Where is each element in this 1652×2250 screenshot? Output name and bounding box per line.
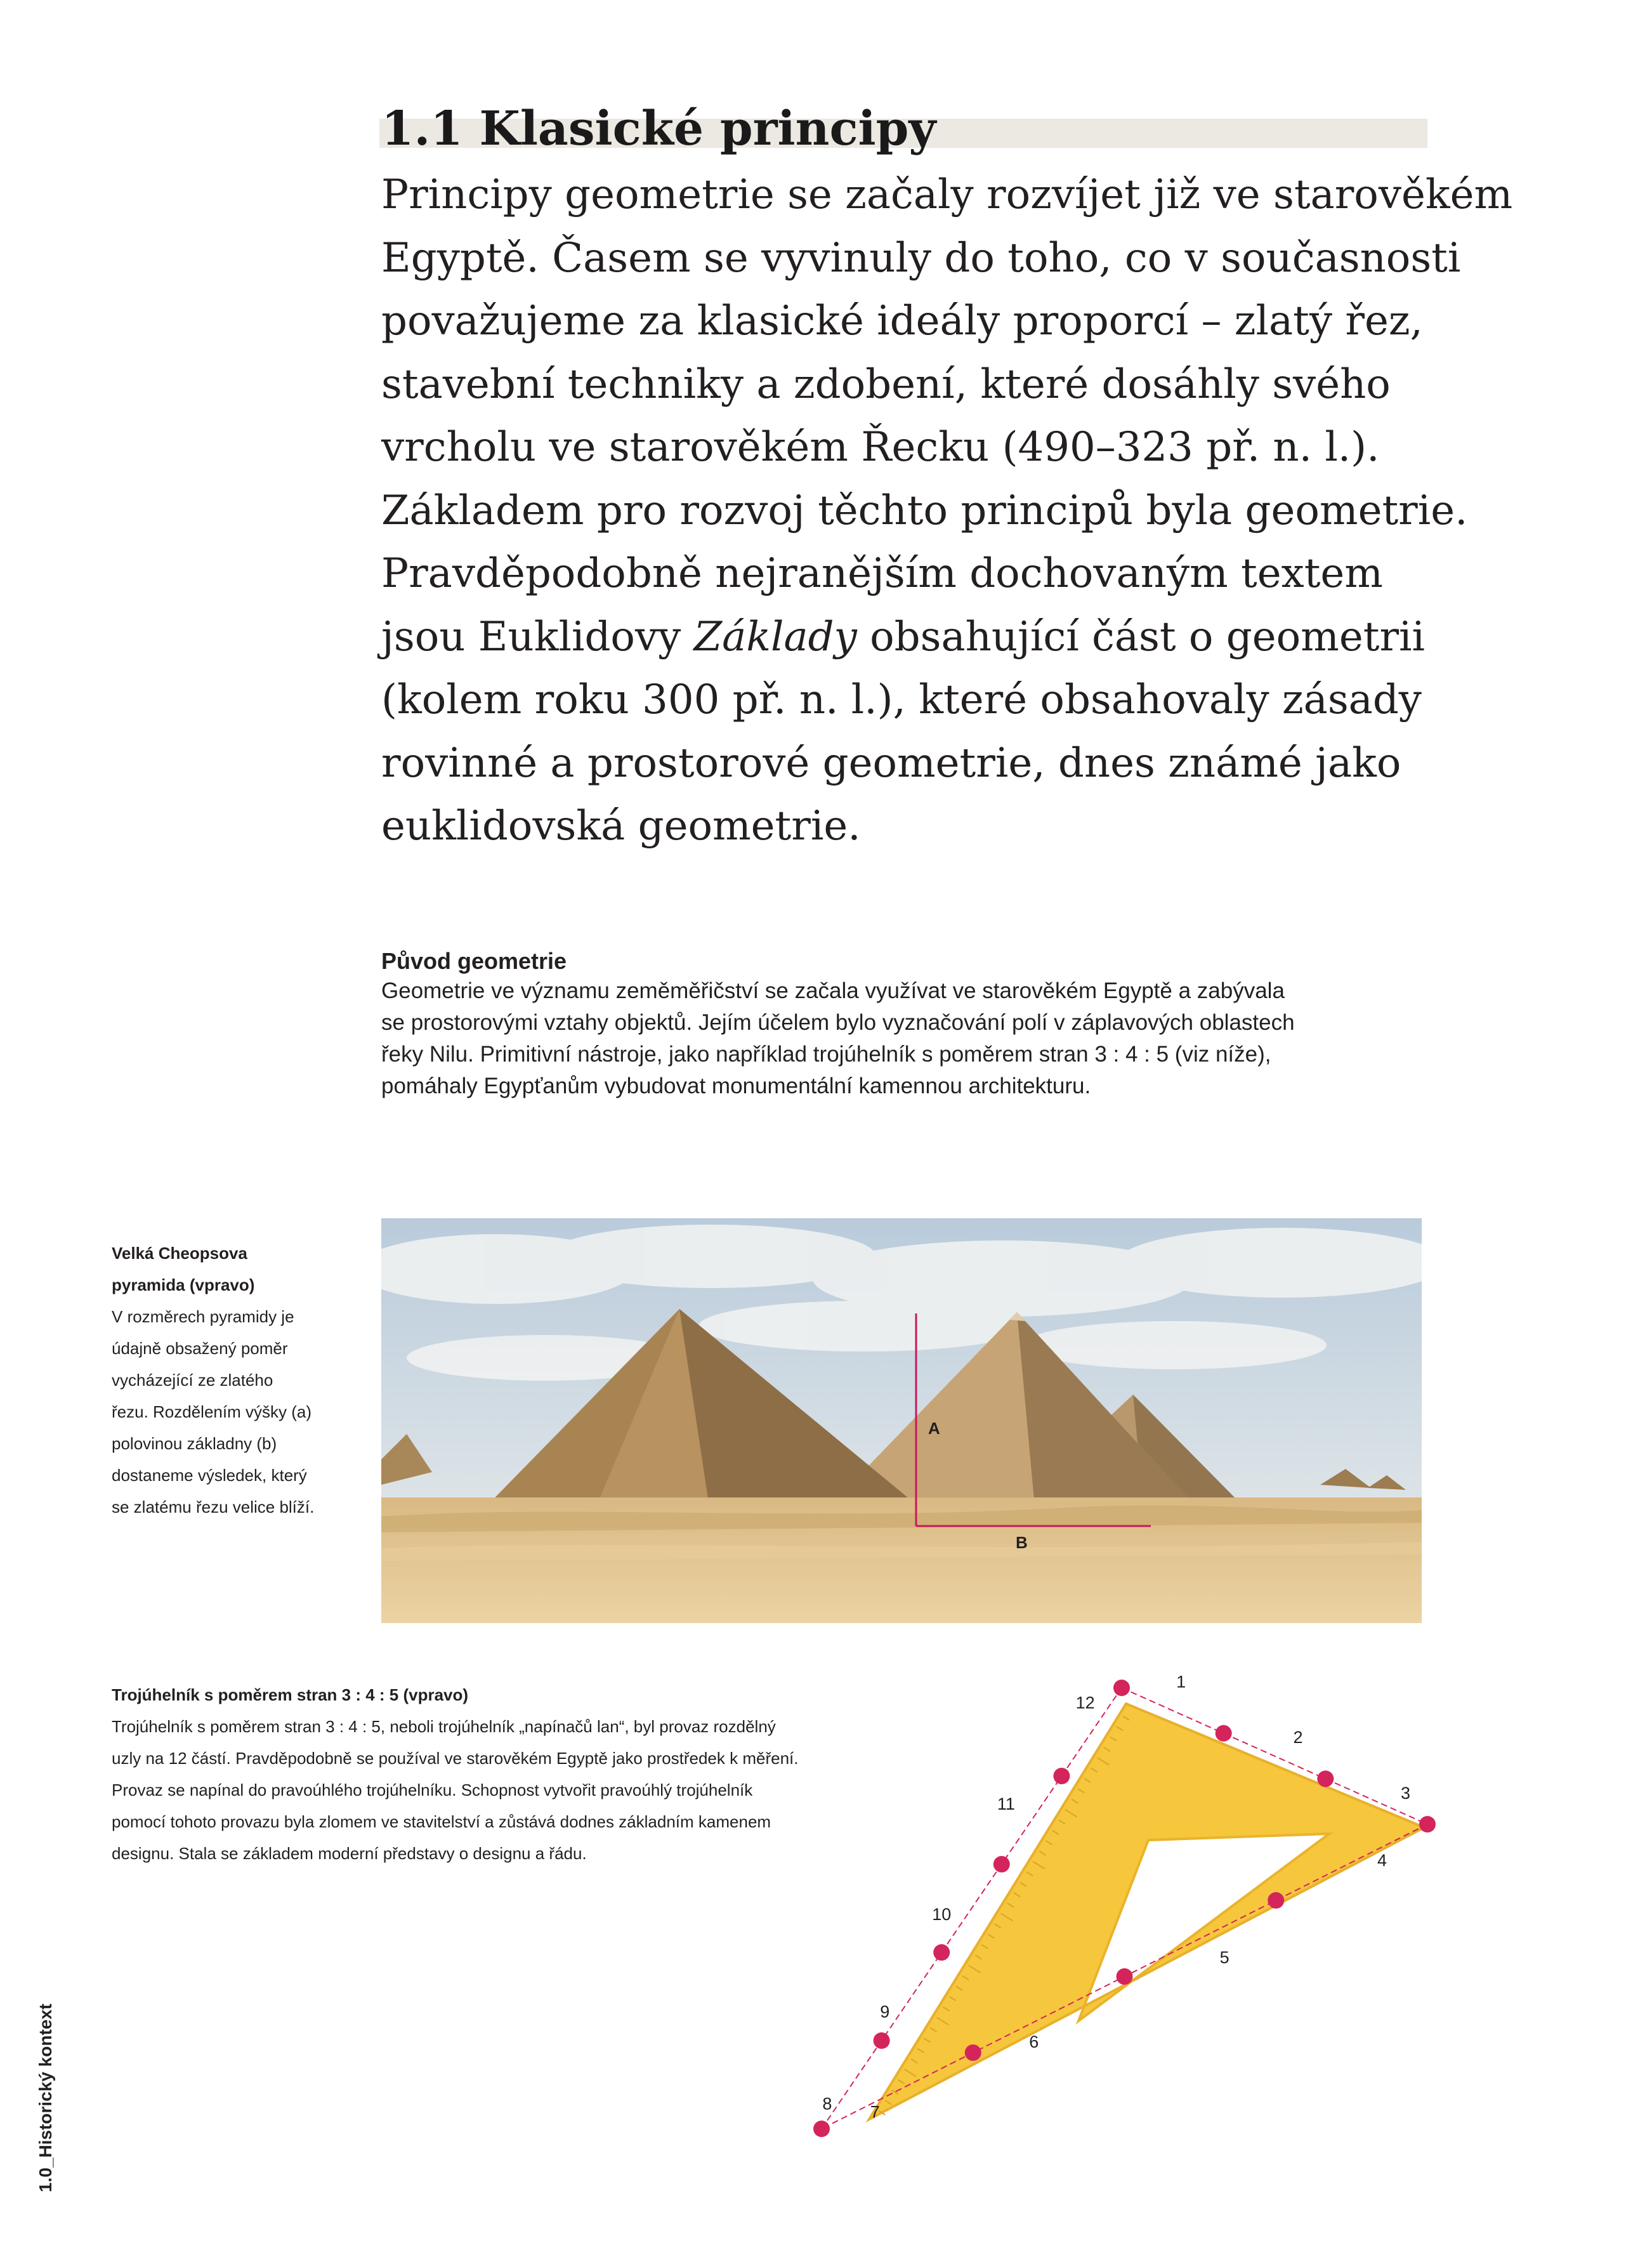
knot-label: 1 — [1176, 1672, 1186, 1692]
body-line: Geometrie ve významu zeměměřičství se začala využívat ve starověkém Egyptě a zabývala — [381, 978, 1285, 1003]
pyramids-illustration — [381, 1218, 1422, 1623]
knot-label: 2 — [1293, 1728, 1303, 1747]
label-a: A — [928, 1419, 940, 1438]
intro-line: euklidovská geometrie. — [381, 803, 861, 850]
intro-line: rovinné a prostorové geometrie, dnes známé jako — [381, 739, 1401, 787]
caption-line: řezu. Rozdělením výšky (a) — [112, 1402, 311, 1421]
knot — [1268, 1892, 1284, 1909]
rope-triangle-illustration — [806, 1662, 1485, 2157]
intro-line: Egyptě. Časem se vyvinuly do toho, co v současnosti — [381, 234, 1461, 282]
caption-line: V rozměrech pyramidy je — [112, 1307, 294, 1326]
intro-text: obsahující část o geometrii — [856, 613, 1425, 661]
pyramid-caption — [112, 1237, 314, 1523]
knot — [1216, 1725, 1232, 1742]
body-line: pomáhaly Egypťanům vybudovat monumentální kamennou architekturu. — [381, 1074, 1091, 1098]
pyramids-photo — [381, 1218, 1422, 1623]
intro-text: jsou Euklidovy — [381, 613, 694, 661]
knot — [933, 1944, 950, 1961]
intro-line: považujeme za klasické ideály proporcí – zlatý řez, — [381, 298, 1423, 345]
caption-line: polovinou základny (b) — [112, 1434, 277, 1453]
intro-line: (kolem roku 300 př. n. l.), které obsahovaly zásady — [381, 676, 1422, 723]
caption-title: Velká Cheopsova — [112, 1244, 247, 1263]
set-square-body — [869, 1704, 1424, 2119]
caption-line: Provaz se napínal do pravoúhlého trojúhelníku. Schopnost vytvořit pravoúhlý trojúhelník — [112, 1780, 753, 1799]
knot — [1117, 1968, 1133, 1985]
knot-label: 10 — [932, 1905, 952, 1924]
knot-label: 4 — [1377, 1851, 1387, 1871]
label-b: B — [1016, 1533, 1028, 1552]
knot — [813, 2121, 830, 2137]
body-line: řeky Nilu. Primitivní nástroje, jako například trojúhelník s poměrem stran 3 : 4 : 5 (viz níže), — [381, 1042, 1271, 1067]
knot-label: 8 — [822, 2094, 832, 2114]
subsection-title: Původ geometrie — [381, 948, 567, 974]
knot — [1113, 1680, 1130, 1696]
knot — [1317, 1770, 1334, 1787]
intro-paragraph — [381, 164, 1513, 859]
caption-line: dostaneme výsledek, který — [112, 1466, 307, 1485]
caption-line: údajně obsažený poměr — [112, 1339, 288, 1358]
caption-line: uzly na 12 částí. Pravděpodobně se používal ve starověkém Egyptě jako prostředek k měření. — [112, 1749, 799, 1768]
rope-triangle-figure — [806, 1662, 1485, 2157]
knot — [1053, 1768, 1070, 1784]
intro-line: Pravděpodobně nejranějším dochovaným textem — [381, 550, 1383, 597]
knot-label: 5 — [1219, 1948, 1229, 1968]
intro-line: stavební techniky a zdobení, které dosáhly svého — [381, 360, 1391, 408]
book-title: Základy — [693, 613, 857, 661]
body-line: se prostorovými vztahy objektů. Jejím účelem bylo vyznačování polí v záplavových oblastech — [381, 1010, 1295, 1035]
knot-label: 12 — [1075, 1693, 1095, 1713]
caption-line: se zlatému řezu velice blíží. — [112, 1497, 315, 1516]
caption-title: pyramida (vpravo) — [112, 1275, 255, 1294]
caption-line: vycházející ze zlatého — [112, 1371, 273, 1390]
knot-label: 7 — [870, 2102, 880, 2122]
caption-line: designu. Stala se základem moderní představy o designu a řádu. — [112, 1844, 587, 1863]
intro-line: vrcholu ve starověkém Řecku (490–323 př. n. l.). — [381, 424, 1380, 471]
intro-line: Principy geometrie se začaly rozvíjet již ve starověkém — [381, 171, 1513, 218]
caption-title: Trojúhelník s poměrem stran 3 : 4 : 5 (vpravo) — [112, 1685, 469, 1704]
knot-label: 9 — [880, 2002, 890, 2022]
knot-label: 11 — [997, 1794, 1015, 1814]
knot-label: 6 — [1029, 2032, 1039, 2051]
knot-label: 3 — [1400, 1783, 1411, 1803]
set-square — [869, 1704, 1424, 2119]
knot — [965, 2044, 981, 2061]
intro-line: Základem pro rozvoj těchto principů byla geometrie. — [381, 487, 1468, 534]
caption-line: pomocí tohoto provazu byla zlomem ve stavitelství a zůstává dodnes základním kamenem — [112, 1812, 771, 1831]
knot — [874, 2032, 890, 2049]
section-heading: 1.1 Klasické principy — [381, 102, 936, 156]
triangle-caption — [112, 1679, 798, 1869]
intro-line — [381, 606, 1472, 669]
knot — [993, 1856, 1010, 1872]
knot — [1419, 1816, 1436, 1832]
subsection-body — [381, 975, 1295, 1102]
page-footer-chapter: 1.0_Historický kontext — [36, 2003, 55, 2192]
caption-line: Trojúhelník s poměrem stran 3 : 4 : 5, neboli trojúhelník „napínačů lan“, byl provaz rozdělný — [112, 1717, 776, 1736]
